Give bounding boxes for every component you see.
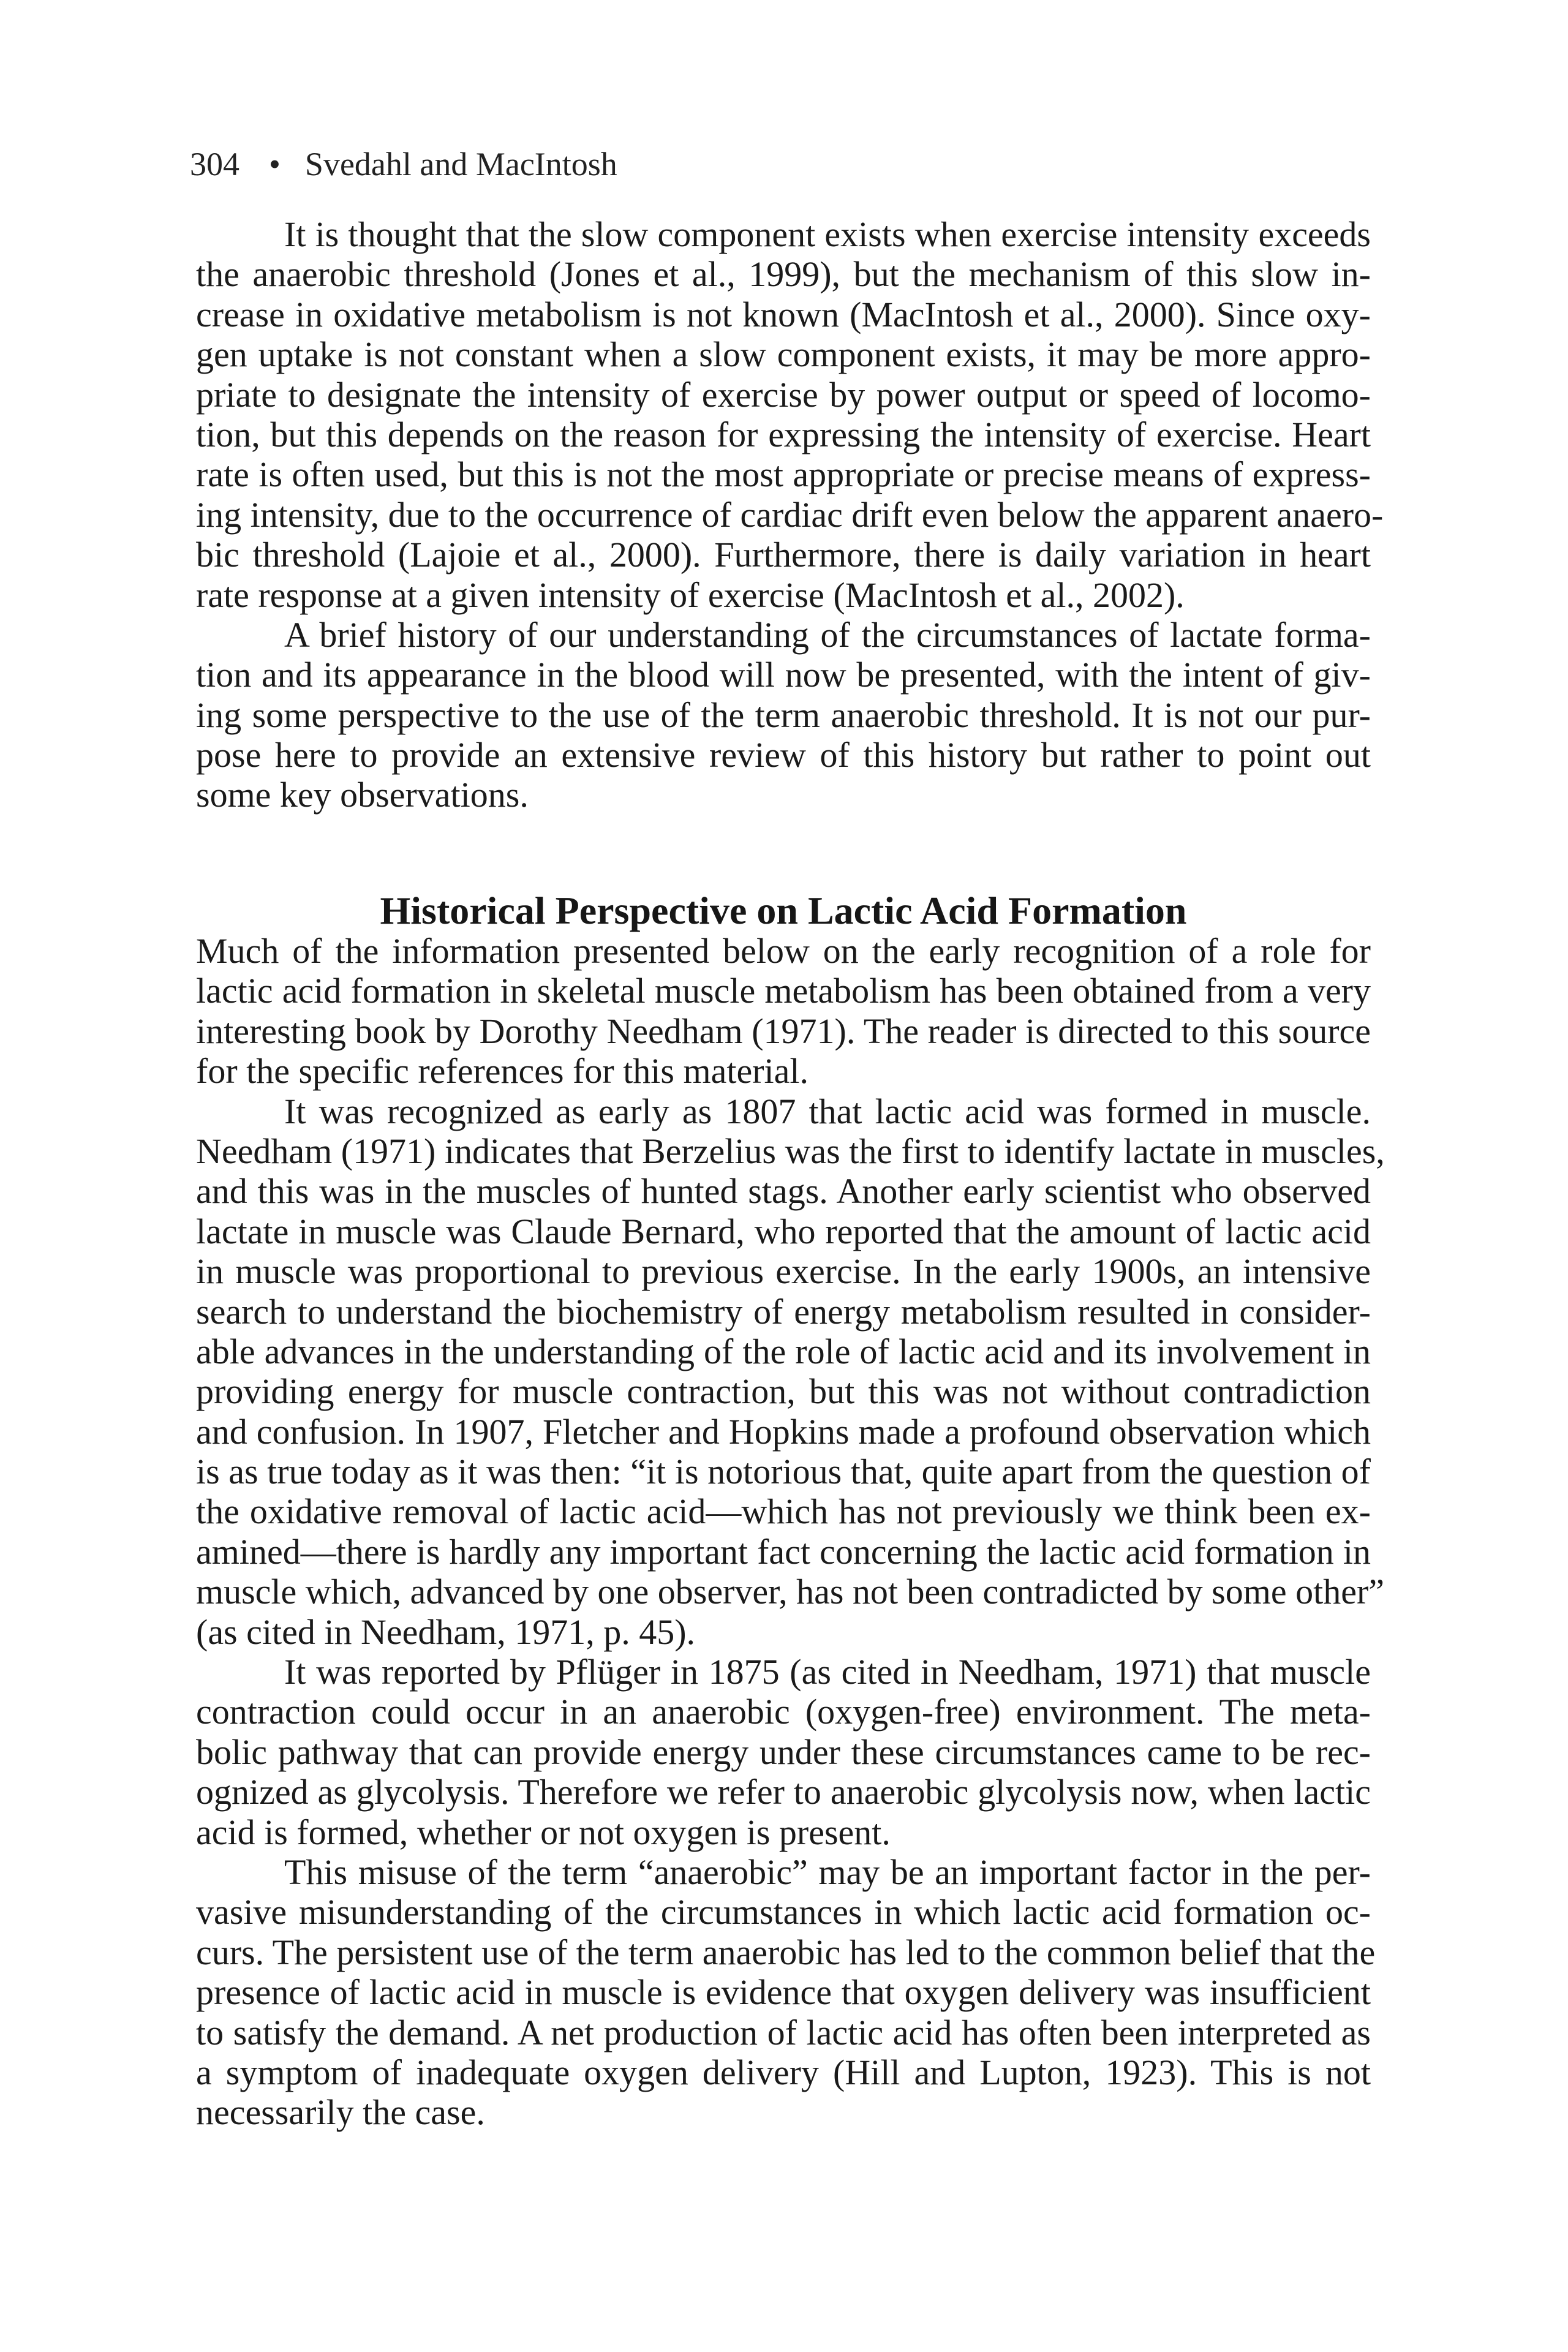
text-line: lactic acid formation in skeletal muscle metabolism has been obtained from a very bbox=[196, 971, 1371, 1011]
text-line: pose here to provide an extensive review of this history but rather to point out bbox=[196, 735, 1371, 775]
text-line: and confusion. In 1907, Fletcher and Hopkins made a profound observation which bbox=[196, 1411, 1371, 1452]
text-line: vasive misunderstanding of the circumstances in which lactic acid formation oc- bbox=[196, 1892, 1371, 1932]
paragraph bbox=[196, 1652, 1371, 1852]
page-number: 304 bbox=[190, 146, 239, 183]
body-text-section bbox=[196, 931, 1385, 2133]
text-line: for the specific references for this material. bbox=[196, 1051, 809, 1091]
text-line: lactate in muscle was Claude Bernard, who reported that the amount of lactic acid bbox=[196, 1211, 1371, 1251]
text-line: crease in oxidative metabolism is not known (MacIntosh et al., 2000). Since oxy- bbox=[196, 294, 1371, 334]
text-line: (as cited in Needham, 1971, p. 45). bbox=[196, 1611, 696, 1652]
text-line: It was reported by Pflüger in 1875 (as cited in Needham, 1971) that muscle bbox=[284, 1652, 1371, 1692]
text-line: search to understand the biochemistry of energy metabolism resulted in consider- bbox=[196, 1291, 1371, 1332]
running-head-authors: Svedahl and MacIntosh bbox=[304, 146, 617, 183]
text-line: This misuse of the term “anaerobic” may be an important factor in the per- bbox=[284, 1852, 1371, 1892]
text-line: acid is formed, whether or not oxygen is present. bbox=[196, 1812, 891, 1852]
text-line: the anaerobic threshold (Jones et al., 1999), but the mechanism of this slow in- bbox=[196, 254, 1371, 295]
running-head bbox=[190, 145, 617, 184]
text-line: ing some perspective to the use of the term anaerobic threshold. It is not our pur- bbox=[196, 695, 1371, 735]
paragraph bbox=[196, 1852, 1376, 2133]
text-line: a symptom of inadequate oxygen delivery (Hill and Lupton, 1923). This is not bbox=[196, 2052, 1371, 2092]
text-line: contraction could occur in an anaerobic (oxygen-free) environment. The meta- bbox=[196, 1692, 1371, 1732]
text-line: in muscle was proportional to previous exercise. In the early 1900s, an intensive bbox=[196, 1251, 1371, 1292]
text-line: the oxidative removal of lactic acid—which has not previously we think been ex- bbox=[196, 1491, 1371, 1532]
text-line: and this was in the muscles of hunted stags. Another early scientist who observed bbox=[196, 1171, 1371, 1212]
text-line: Much of the information presented below on the early recognition of a role for bbox=[196, 931, 1371, 971]
body-text-top bbox=[196, 214, 1384, 815]
text-line: priate to designate the intensity of exercise by power output or speed of locomo- bbox=[196, 374, 1371, 415]
text-line: It was recognized as early as 1807 that lactic acid was formed in muscle. bbox=[284, 1091, 1371, 1131]
paragraph bbox=[196, 615, 1371, 815]
text-line: bic threshold (Lajoie et al., 2000). Furthermore, there is daily variation in heart bbox=[196, 535, 1371, 575]
text-line: rate is often used, but this is not the most appropriate or precise means of express- bbox=[196, 454, 1371, 495]
text-line: It is thought that the slow component exists when exercise intensity exceeds bbox=[284, 214, 1371, 254]
paragraph bbox=[196, 214, 1384, 615]
text-line: tion and its appearance in the blood will now be presented, with the intent of giv- bbox=[196, 655, 1371, 695]
text-line: curs. The persistent use of the term anaerobic has led to the common belief that the bbox=[196, 1932, 1376, 1972]
paragraph bbox=[196, 931, 1371, 1091]
section-heading: Historical Perspective on Lactic Acid Formation bbox=[380, 889, 1187, 933]
text-line: amined—there is hardly any important fact concerning the lactic acid formation in bbox=[196, 1531, 1371, 1572]
text-line: necessarily the case. bbox=[196, 2092, 485, 2133]
text-line: muscle which, advanced by one observer, has not been contradicted by some other” bbox=[196, 1572, 1384, 1612]
text-line: bolic pathway that can provide energy under these circumstances came to be rec- bbox=[196, 1732, 1371, 1772]
text-line: ing intensity, due to the occurrence of cardiac drift even below the apparent anaero- bbox=[196, 494, 1384, 535]
bullet-separator: • bbox=[269, 146, 281, 183]
text-line: to satisfy the demand. A net production of lactic acid has often been interpreted as bbox=[196, 2012, 1371, 2052]
text-line: gen uptake is not constant when a slow component exists, it may be more appro- bbox=[196, 334, 1371, 375]
paragraph bbox=[196, 1091, 1385, 1652]
text-line: tion, but this depends on the reason for expressing the intensity of exercise. Heart bbox=[196, 414, 1371, 454]
text-line: presence of lactic acid in muscle is evidence that oxygen delivery was insufficient bbox=[196, 1972, 1371, 2013]
text-line: Needham (1971) indicates that Berzelius was the first to identify lactate in muscles, bbox=[196, 1131, 1385, 1171]
text-line: providing energy for muscle contraction, but this was not without contradiction bbox=[196, 1371, 1371, 1412]
text-line: is as true today as it was then: “it is notorious that, quite apart from the question of bbox=[196, 1452, 1371, 1492]
text-line: interesting book by Dorothy Needham (1971). The reader is directed to this source bbox=[196, 1011, 1371, 1051]
text-line: able advances in the understanding of the role of lactic acid and its involvement in bbox=[196, 1331, 1371, 1371]
text-line: some key observations. bbox=[196, 775, 529, 815]
text-line: ognized as glycolysis. Therefore we refer to anaerobic glycolysis now, when lactic bbox=[196, 1772, 1371, 1812]
text-line: A brief history of our understanding of the circumstances of lactate forma- bbox=[284, 614, 1371, 655]
text-line: rate response at a given intensity of exercise (MacIntosh et al., 2002). bbox=[196, 575, 1185, 615]
